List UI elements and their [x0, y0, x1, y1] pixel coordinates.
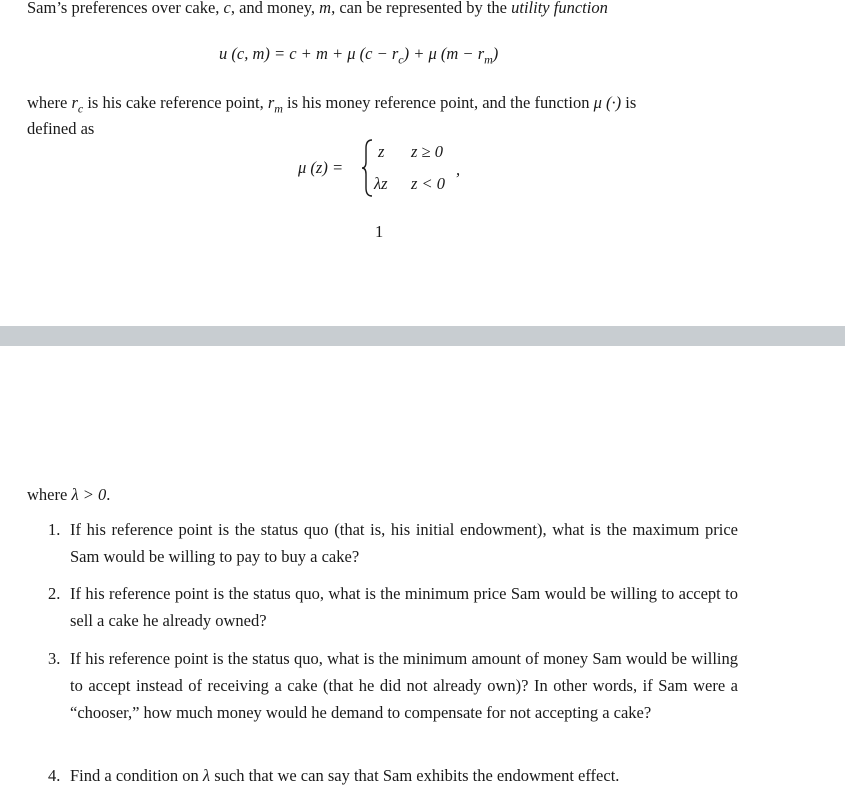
piecewise-function: [298, 136, 478, 200]
where-paragraph-line1: where $r_c$ is his cake reference point, $r_m$ is his money reference point, and the function μ (·) is: [27, 93, 637, 116]
intro-paragraph: [27, 0, 797, 21]
var-c: c: [223, 0, 231, 17]
question-text: If his reference point is the status quo, what is the minimum amount of money Sam would be willing to accept instead of receiving a cake (that he did not already own)? In other words, if Sam were a “chooser,” how much money would he demand to compensate for not accepting a cake?: [70, 649, 738, 722]
utility-equation: u (c, m) = c + m + μ $(c - r_c) + \mu$ $(m - r_m)$: [219, 44, 499, 67]
var-m: m: [319, 0, 332, 17]
where-paragraph-line2: defined as: [27, 119, 95, 138]
intro-text-before: Sam’s preferences over cake,: [27, 0, 224, 17]
question-text: Find a condition on λ such that we can say that Sam exhibits the endowment effect.: [70, 766, 620, 785]
page-bottom-section: [0, 346, 845, 801]
page-separator: [0, 326, 845, 346]
question-item: [48, 516, 738, 570]
piecewise-trailing-comma: ,: [456, 160, 461, 179]
question-number: 4.: [48, 766, 61, 785]
question-text: If his reference point is the status quo (that is, his initial endowment), what is the maximum price Sam would be willing to pay to buy a cake?: [70, 520, 738, 566]
question-item: [48, 580, 738, 634]
question-text: If his reference point is the status quo, what is the minimum price Sam would be willing to accept to sell a cake he already owned?: [70, 584, 738, 630]
where-lambda-line: where λ > 0.: [27, 485, 111, 504]
question-number: 3.: [48, 649, 61, 668]
question-number: 2.: [48, 584, 61, 603]
question-number: 1.: [48, 520, 61, 539]
page-top-section: [0, 0, 845, 326]
intro-text-after: , can be represented by the: [331, 0, 512, 17]
piecewise-row2-condition: z < 0: [411, 174, 446, 193]
piecewise-lhs: μ (z) =: [298, 158, 344, 177]
piecewise-row1-condition: z ≥ 0: [411, 142, 443, 161]
question-item: [48, 645, 738, 726]
intro-emphasis: utility function: [511, 0, 608, 17]
piecewise-row2-value: λz: [374, 174, 388, 193]
question-item: [48, 762, 738, 789]
intro-text-mid: , and money,: [230, 0, 320, 17]
page-number: 1: [375, 222, 384, 241]
piecewise-row1-value: z: [378, 142, 385, 161]
